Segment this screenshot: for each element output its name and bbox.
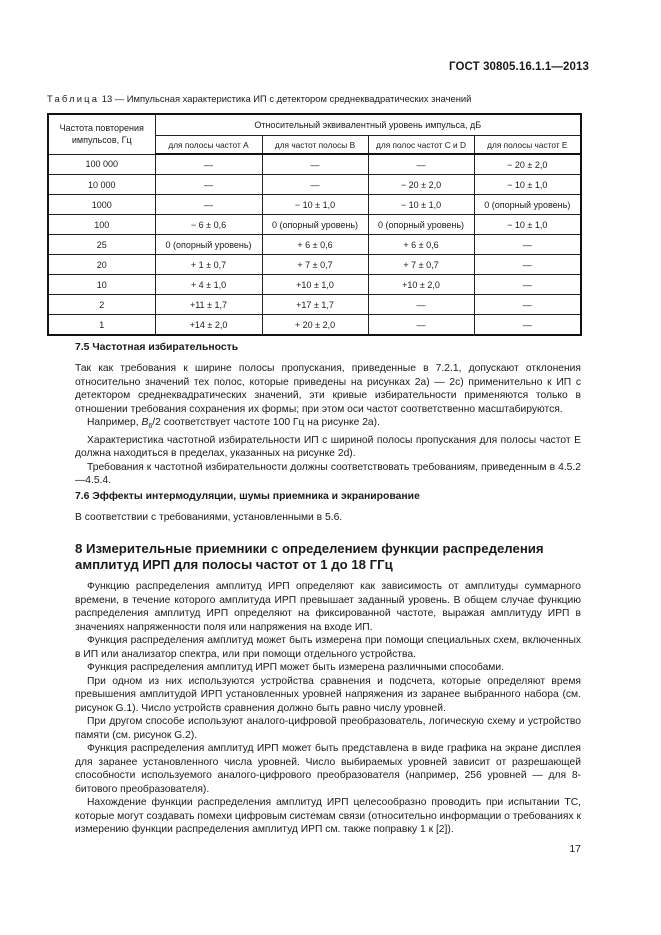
table-caption-text: 13 — Импульсная характеристика ИП с детектором среднеквадратических значений [101, 93, 472, 104]
table-cell: — [474, 255, 581, 275]
table-cell: — [474, 295, 581, 315]
table-cell: − 10 ± 1,0 [262, 195, 368, 215]
pulse-response-table [47, 113, 582, 336]
table-row [48, 215, 581, 235]
table-cell: — [474, 275, 581, 295]
paragraph: Функция распределения амплитуд ИРП может быть измерена различными способами. [87, 662, 504, 673]
paragraph [75, 416, 581, 434]
col-header-group: Относительный эквивалентный уровень импульса, дБ [155, 114, 581, 136]
table-cell: − 20 ± 2,0 [368, 175, 474, 195]
table-row [48, 195, 581, 215]
table-cell: +10 ± 2,0 [368, 275, 474, 295]
table-cell: 100 000 [48, 154, 155, 175]
table-cell: 1 [48, 315, 155, 336]
bandwidth-symbol: B [141, 417, 149, 428]
table-cell: +10 ± 1,0 [262, 275, 368, 295]
paragraph: Функцию распределения амплитуд ИРП определяют как зависимость от амплитуды суммарного времени, в течение которого амплитуда ИРП превышает заданный уровень. В общем случае функцию распределения амплитуд ИРП определяют на фиксированной частоте, выражая амплитуду ИРП в значениях напряженности поля или напряжения на входе ИП. [75, 581, 581, 633]
table-caption [47, 93, 471, 104]
table-cell: — [155, 195, 262, 215]
col-header-band-a: для полосы частот А [155, 136, 262, 155]
table-cell: 2 [48, 295, 155, 315]
table-cell: + 6 ± 0,6 [368, 235, 474, 255]
col-header-band-e: для полосы частот Е [474, 136, 581, 155]
table-cell: 10 [48, 275, 155, 295]
table-caption-label: Таблица [47, 93, 100, 104]
table-cell: − 20 ± 2,0 [474, 154, 581, 175]
paragraph: Нахождение функции распределения амплитуд ИРП целесообразно проводить при испытании ТС, которые могут создавать помехи цифровым системам связи (относительно информации о требованиях к измерению функции распределения амплитуд ИРП см. также поправку 1 к [2]). [75, 797, 581, 835]
table-row [48, 315, 581, 336]
table-cell: 10 000 [48, 175, 155, 195]
col-header-band-cd: для полос частот С и D [368, 136, 474, 155]
table-row [48, 275, 581, 295]
paragraph: Функция распределения амплитуд может быть измерена при помощи специальных схем, включенных в ИП или анализатор спектра, или при помощи отдельного устройства. [75, 635, 581, 660]
table-row [48, 175, 581, 195]
table-cell: — [262, 154, 368, 175]
table-cell: 0 (опорный уровень) [155, 235, 262, 255]
table-cell: 0 (опорный уровень) [368, 215, 474, 235]
section-7-5-body [75, 362, 581, 488]
paragraph-text: /2 соответствует частоте 100 Гц на рисунке 2а). [152, 417, 380, 428]
section-7-6-body [75, 511, 581, 525]
col-header-band-b: для частот полосы В [262, 136, 368, 155]
table-cell: 100 [48, 215, 155, 235]
paragraph: В соответствии с требованиями, установленными в 5.6. [75, 512, 343, 523]
paragraph: Так как требования к ширине полосы пропускания, приведенные в 7.2.1, допускают отклонения относительно значений тех полос, которые приведены на рисунках 2а) — 2с) применительно к ИП с детектором среднеквадратических значений, эти кривые избирательности применяются только в отношении требования сохранения их формы; при этом оси частот соответственно масштабируются. [75, 363, 581, 415]
paragraph: Требования к частотной избирательности должны соответствовать требованиям, приведенным в 4.5.2—4.5.4. [75, 461, 581, 487]
table-cell: + 6 ± 0,6 [262, 235, 368, 255]
bandwidth-subscript: 6 [148, 423, 153, 431]
paragraph: При другом способе используют аналого-цифровой преобразователь, логическую схему и устройство памяти (см. рисунок G.2). [75, 716, 581, 741]
table-cell: — [262, 175, 368, 195]
table-cell: — [155, 154, 262, 175]
section-8-body [75, 580, 581, 837]
table-row [48, 235, 581, 255]
section-7-5-title: 7.5 Частотная избирательность [75, 342, 239, 353]
table-cell: — [155, 175, 262, 195]
table-cell: — [368, 295, 474, 315]
table-cell: — [474, 315, 581, 336]
table-cell: — [474, 235, 581, 255]
table-cell: — [368, 315, 474, 336]
table-cell: + 1 ± 0,7 [155, 255, 262, 275]
paragraph-text: Например, [87, 417, 142, 428]
table-cell: + 7 ± 0,7 [262, 255, 368, 275]
table-cell: 20 [48, 255, 155, 275]
table-cell: + 4 ± 1,0 [155, 275, 262, 295]
paragraph: При одном из них используются устройства сравнения и подсчета, которые определяют время превышения амплитудой ИРП установленных уровней напряжения из заранее выбранного набора (см. рисунок G.1). Число устройств сравнения должно быть равно числу уровней. [75, 675, 581, 714]
table-cell: 1000 [48, 195, 155, 215]
document-code: ГОСТ 30805.16.1.1—2013 [449, 61, 589, 73]
table-cell: +14 ± 2,0 [155, 315, 262, 336]
table-row [48, 255, 581, 275]
section-8-title: 8 Измерительные приемники с определением функции распределения амплитуд ИРП для полосы частот от 1 до 18 ГГц [75, 541, 544, 572]
table-cell: — [368, 154, 474, 175]
table-row [48, 154, 581, 175]
table-cell: +11 ± 1,7 [155, 295, 262, 315]
table-cell: 0 (опорный уровень) [474, 195, 581, 215]
paragraph: Характеристика частотной избирательности ИП с шириной полосы пропускания для полосы частот Е должна находиться в пределах, указанных на рисунке 2d). [75, 434, 581, 460]
paragraph: Функция распределения амплитуд ИРП может быть представлена в виде графика на экране дисплея для заранее установленного числа уровней. Число выбираемых уровней зависит от разрешающей способности используемого аналого-цифрового преобразователя (например, 256 уровней — для 8-битового преобразователя). [75, 743, 581, 795]
table-cell: − 10 ± 1,0 [474, 175, 581, 195]
col-header-frequency: Частота повторения импульсов, Гц [48, 114, 155, 154]
table-cell: − 10 ± 1,0 [474, 215, 581, 235]
section-7-6-title: 7.6 Эффекты интермодуляции, шумы приемника и экранирование [75, 491, 420, 502]
table-cell: + 7 ± 0,7 [368, 255, 474, 275]
table-cell: − 10 ± 1,0 [368, 195, 474, 215]
table-cell: − 6 ± 0,6 [155, 215, 262, 235]
table-cell: +17 ± 1,7 [262, 295, 368, 315]
table-cell: + 20 ± 2,0 [262, 315, 368, 336]
page-number: 17 [569, 843, 581, 855]
table-row [48, 295, 581, 315]
table-cell: 0 (опорный уровень) [262, 215, 368, 235]
table-cell: 25 [48, 235, 155, 255]
